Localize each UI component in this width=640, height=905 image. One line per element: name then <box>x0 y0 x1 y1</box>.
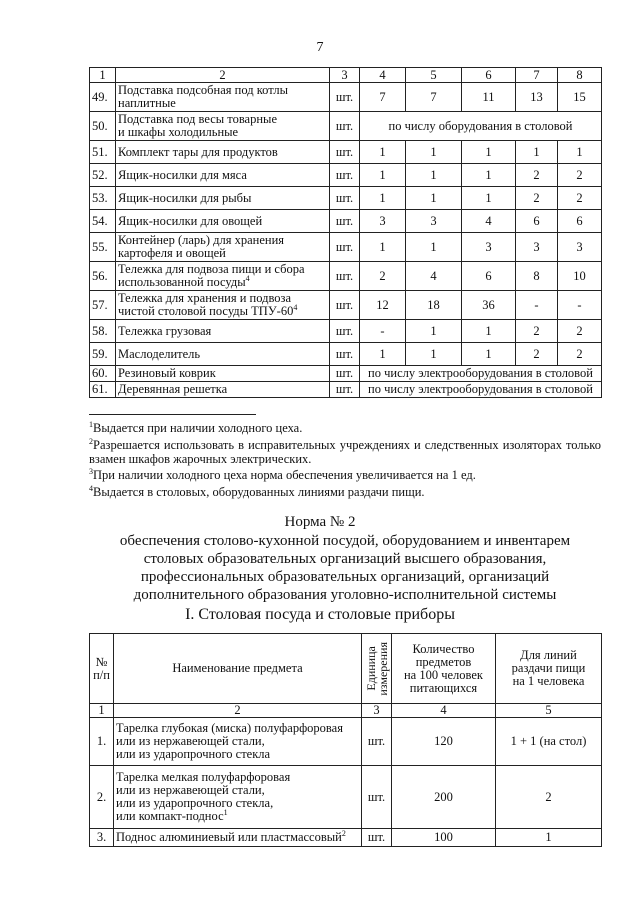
column-number: 4 <box>360 68 406 83</box>
item-value: 12 <box>360 291 406 320</box>
section-title: I. Столовая посуда и столовые приборы <box>185 606 455 623</box>
column-number: 8 <box>558 68 602 83</box>
item-unit: шт. <box>330 233 360 262</box>
item-unit: шт. <box>330 262 360 291</box>
item-value: 18 <box>406 291 462 320</box>
norm-title: Норма № 2 <box>284 514 356 530</box>
item-name: Поднос алюминиевый или пластмассовый$^2$ <box>114 829 362 847</box>
item-value: 2 <box>516 187 558 210</box>
item-value: 1 <box>462 141 516 164</box>
item-value: 36 <box>462 291 516 320</box>
header-name: Наименование предмета <box>114 634 362 704</box>
header-no: № п/п <box>90 634 114 704</box>
item-name: Резиновый коврик <box>116 366 330 382</box>
col-num: 5 <box>496 704 602 718</box>
item-qty: 200 <box>392 766 496 829</box>
item-name: Тарелка мелкая полуфарфоровая или из нержавеющей стали, или из ударопрочного стекла, или компакт-поднос$^1$ <box>114 766 362 829</box>
table-row <box>90 718 602 766</box>
item-value: - <box>516 291 558 320</box>
row-number: 50. <box>90 112 116 141</box>
table-row <box>90 141 602 164</box>
footnote-3: $^3$При наличии холодного цеха норма обеспечения увеличивается на 1 ед. <box>89 466 476 482</box>
table-row <box>90 382 602 398</box>
table-row <box>90 320 602 343</box>
item-value: 8 <box>516 262 558 291</box>
item-value: 3 <box>406 210 462 233</box>
item-value: 1 <box>406 343 462 366</box>
item-value: 3 <box>516 233 558 262</box>
header-unit: Единица измерения <box>362 634 392 704</box>
table-row <box>90 112 602 141</box>
item-unit: шт. <box>362 766 392 829</box>
table-row <box>90 343 602 366</box>
item-unit: шт. <box>362 718 392 766</box>
item-value: 3 <box>558 233 602 262</box>
tableware-table <box>89 633 602 847</box>
item-value: 11 <box>462 83 516 112</box>
item-value: 1 <box>462 164 516 187</box>
item-value: 1 <box>406 141 462 164</box>
column-number: 1 <box>90 68 116 83</box>
table1-header-row <box>90 68 602 83</box>
item-value: 1 <box>406 320 462 343</box>
item-value: 2 <box>516 343 558 366</box>
item-value: 1 <box>360 233 406 262</box>
item-unit: шт. <box>330 164 360 187</box>
item-name: Комплект тары для продуктов <box>116 141 330 164</box>
item-value: 3 <box>462 233 516 262</box>
item-value: 4 <box>406 262 462 291</box>
table-row <box>90 366 602 382</box>
column-number: 3 <box>330 68 360 83</box>
item-name: Деревянная решетка <box>116 382 330 398</box>
item-unit: шт. <box>330 210 360 233</box>
item-value: 10 <box>558 262 602 291</box>
table-row <box>90 829 602 847</box>
item-value: 4 <box>462 210 516 233</box>
item-note: по числу электрооборудования в столовой <box>360 382 602 398</box>
item-name: Тележка для хранения и подвоза чистой столовой посуды ТПУ-$60^4$ <box>116 291 330 320</box>
table-row <box>90 233 602 262</box>
item-value: 2 <box>360 262 406 291</box>
item-value: 1 <box>360 164 406 187</box>
item-unit: шт. <box>362 829 392 847</box>
item-line: 2 <box>496 766 602 829</box>
item-name: Тележка грузовая <box>116 320 330 343</box>
item-unit: шт. <box>330 187 360 210</box>
footnote-4: $^4$Выдается в столовых, оборудованных линиями раздачи пищи. <box>89 483 425 499</box>
item-value: 2 <box>558 164 602 187</box>
item-value: 2 <box>516 320 558 343</box>
item-unit: шт. <box>330 112 360 141</box>
item-name: Подставка под весы товарные и шкафы холодильные <box>116 112 330 141</box>
row-number: 60. <box>90 366 116 382</box>
item-unit: шт. <box>330 382 360 398</box>
item-line: 1 <box>496 829 602 847</box>
row-number: 54. <box>90 210 116 233</box>
item-name: Ящик-носилки для мяса <box>116 164 330 187</box>
item-value: 15 <box>558 83 602 112</box>
table2-number-row <box>90 704 602 718</box>
table-row <box>90 291 602 320</box>
footnote-2: $^2$Разрешается использовать в исправительных учреждениях и следственных изоляторах только взамен шкафов жарочных электрических. <box>89 436 601 466</box>
column-number: 6 <box>462 68 516 83</box>
equipment-table <box>89 67 602 398</box>
page-number: 7 <box>316 40 324 55</box>
row-number: 49. <box>90 83 116 112</box>
table-row <box>90 766 602 829</box>
item-value: 2 <box>558 320 602 343</box>
column-number: 7 <box>516 68 558 83</box>
item-unit: шт. <box>330 141 360 164</box>
item-value: 6 <box>558 210 602 233</box>
item-unit: шт. <box>330 83 360 112</box>
header-line: Для линий раздачи пищи на 1 человека <box>496 634 602 704</box>
item-value: 1 <box>462 343 516 366</box>
item-value: 1 <box>462 320 516 343</box>
row-number: 51. <box>90 141 116 164</box>
col-num: 1 <box>90 704 114 718</box>
col-num: 4 <box>392 704 496 718</box>
item-unit: шт. <box>330 291 360 320</box>
item-name: Подставка подсобная под котлы наплитные <box>116 83 330 112</box>
item-qty: 100 <box>392 829 496 847</box>
item-value: 1 <box>406 187 462 210</box>
row-number: 53. <box>90 187 116 210</box>
column-number: 2 <box>116 68 330 83</box>
item-value: 1 <box>516 141 558 164</box>
row-number: 2. <box>90 766 114 829</box>
table-row <box>90 187 602 210</box>
item-unit: шт. <box>330 320 360 343</box>
item-name: Тележка для подвоза пищи и сбора использованной посуды$^4$ <box>116 262 330 291</box>
row-number: 59. <box>90 343 116 366</box>
item-name: Ящик-носилки для рыбы <box>116 187 330 210</box>
footnote-rule <box>89 414 256 415</box>
table-row <box>90 83 602 112</box>
row-number: 57. <box>90 291 116 320</box>
item-note: по числу оборудования в столовой <box>360 112 602 141</box>
col-num: 3 <box>362 704 392 718</box>
item-value: 1 <box>360 343 406 366</box>
row-number: 58. <box>90 320 116 343</box>
item-unit: шт. <box>330 366 360 382</box>
column-number: 5 <box>406 68 462 83</box>
item-value: - <box>360 320 406 343</box>
item-value: 6 <box>516 210 558 233</box>
row-number: 3. <box>90 829 114 847</box>
header-qty: Количество предметов на 100 человек питающихся <box>392 634 496 704</box>
item-value: 2 <box>516 164 558 187</box>
item-name: Тарелка глубокая (миска) полуфарфоровая или из нержавеющей стали, или из ударопрочного стекла <box>114 718 362 766</box>
item-value: 3 <box>360 210 406 233</box>
item-value: 1 <box>360 141 406 164</box>
footnote-1: $^1$Выдается при наличии холодного цеха. <box>89 419 303 435</box>
item-unit: шт. <box>330 343 360 366</box>
item-value: 13 <box>516 83 558 112</box>
item-qty: 120 <box>392 718 496 766</box>
row-number: 1. <box>90 718 114 766</box>
item-value: 1 <box>406 164 462 187</box>
item-value: - <box>558 291 602 320</box>
item-value: 1 <box>360 187 406 210</box>
table-row <box>90 262 602 291</box>
table2-header-row <box>90 634 602 704</box>
item-value: 6 <box>462 262 516 291</box>
item-name: Контейнер (ларь) для хранения картофеля и овощей <box>116 233 330 262</box>
item-name: Ящик-носилки для овощей <box>116 210 330 233</box>
norm-subtitle: обеспечения столово-кухонной посудой, оборудованием и инвентарем столовых образовательных организаций высшего образования, профессиональных образовательных организаций, организаций дополнительного образования уголовно-исполнительной системы <box>119 533 571 603</box>
row-number: 56. <box>90 262 116 291</box>
item-note: по числу электрооборудования в столовой <box>360 366 602 382</box>
item-value: 2 <box>558 343 602 366</box>
col-num: 2 <box>114 704 362 718</box>
item-value: 1 <box>406 233 462 262</box>
item-value: 1 <box>558 141 602 164</box>
table-row <box>90 164 602 187</box>
item-name: Маслоделитель <box>116 343 330 366</box>
table-row <box>90 210 602 233</box>
item-value: 2 <box>558 187 602 210</box>
item-value: 1 <box>462 187 516 210</box>
row-number: 61. <box>90 382 116 398</box>
row-number: 52. <box>90 164 116 187</box>
item-line: 1 + 1 (на стол) <box>496 718 602 766</box>
row-number: 55. <box>90 233 116 262</box>
item-value: 7 <box>360 83 406 112</box>
item-value: 7 <box>406 83 462 112</box>
